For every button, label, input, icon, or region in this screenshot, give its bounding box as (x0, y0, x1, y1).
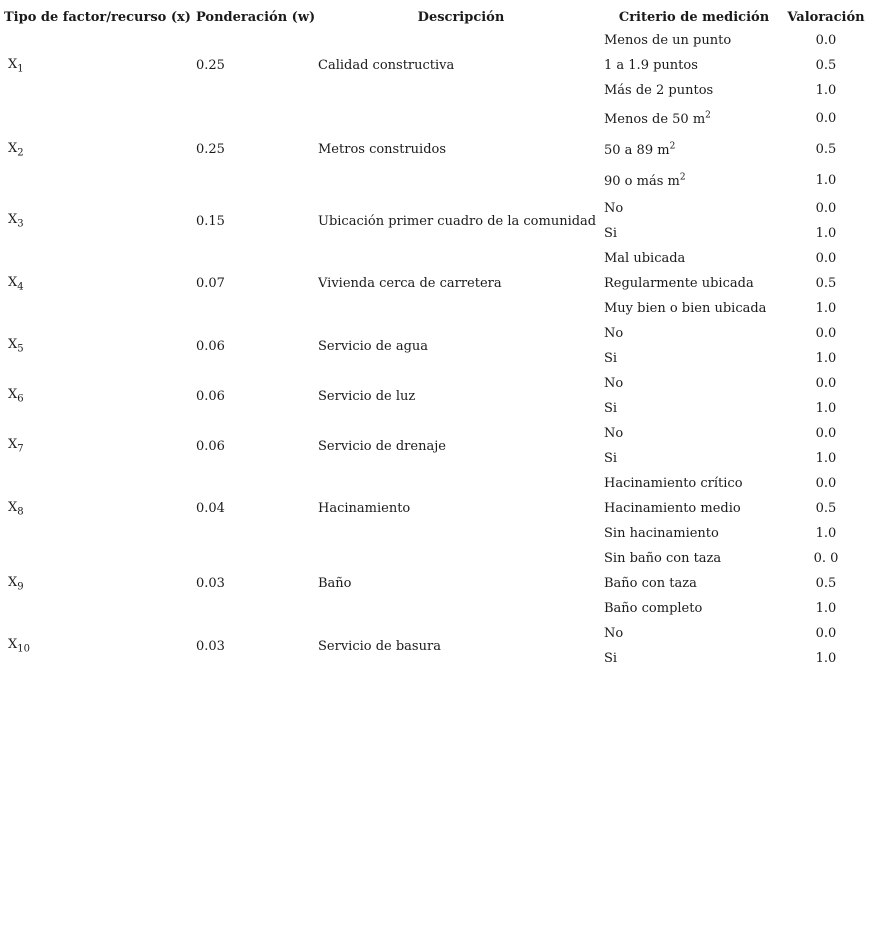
criterion-text: Muy bien o bien ubicada (604, 301, 767, 316)
factor-cell (4, 546, 196, 621)
factor-letter: X (8, 437, 18, 453)
rating-cell: 0.0 (815, 376, 837, 391)
weight-cell: 0.06 (196, 388, 225, 404)
criterion-cell (604, 396, 784, 421)
criterion-cell (604, 246, 784, 271)
criterion-label (604, 601, 702, 616)
criterion-cell (604, 571, 784, 596)
criterion-cell (604, 546, 784, 571)
criterion-text: Menos de 50 m (604, 111, 706, 127)
table-row (4, 321, 868, 346)
criterion-text: No (604, 376, 624, 391)
header-weight: Ponderación (w) (196, 9, 316, 25)
criterion-text: Menos de un punto (604, 33, 732, 48)
criterion-label (604, 451, 617, 466)
rating-cell: 1.0 (815, 401, 837, 416)
rating-cell: 0.5 (815, 276, 837, 291)
rating-cell: 1.0 (815, 451, 837, 466)
weight-cell: 0.04 (196, 501, 225, 516)
criterion-cell (604, 78, 784, 103)
criterion-cell (604, 53, 784, 78)
rating-cell: 0.5 (815, 576, 837, 591)
criterion-cell (604, 221, 784, 246)
criterion-cell (604, 321, 784, 346)
criterion-text: Hacinamiento crítico (604, 476, 743, 491)
rating-cell: 1.0 (815, 351, 837, 366)
criterion-label (604, 83, 713, 98)
criterion-text: Sin hacinamiento (604, 526, 719, 541)
rating-cell: 0.0 (815, 33, 837, 48)
criterion-label (604, 551, 721, 566)
criterion-label (604, 58, 698, 73)
rating-cell: 0.0 (815, 476, 837, 491)
rating-cell: 0.5 (815, 58, 837, 73)
factor-letter: X (8, 56, 18, 72)
factor-letter: X (8, 337, 18, 353)
factor-cell (4, 321, 196, 371)
criterion-text: Regularmente ubicada (604, 276, 754, 291)
table-body (4, 28, 868, 671)
document (4, 6, 868, 671)
factor-symbol (8, 140, 24, 159)
criterion-label (604, 326, 623, 341)
table-row (4, 246, 868, 271)
factor-index: 10 (17, 643, 30, 655)
table-row (4, 421, 868, 446)
criterion-text: Hacinamiento medio (604, 501, 741, 516)
criterion-cell (604, 596, 784, 621)
header-row (4, 6, 868, 28)
factor-cell (4, 421, 196, 471)
criterion-label (604, 112, 711, 127)
criterion-text: No (604, 426, 624, 441)
rating-cell: 0.0 (815, 326, 837, 341)
criterion-text: No (604, 201, 624, 216)
table-row (4, 196, 868, 221)
factor-letter: X (8, 387, 18, 403)
weight-cell: 0.15 (196, 213, 225, 229)
factor-index: 3 (17, 218, 24, 230)
factor-symbol (8, 574, 24, 593)
criterion-text: No (604, 626, 624, 641)
description-cell: Metros construidos (318, 142, 447, 157)
criterion-text: Si (604, 351, 618, 366)
criterion-cell (604, 196, 784, 221)
criterion-label (604, 576, 697, 591)
description-cell: Vivienda cerca de carretera (318, 276, 502, 291)
criterion-label (604, 426, 623, 441)
criterion-text: Si (604, 451, 618, 466)
header-description: Descripción (417, 9, 505, 25)
description-cell: Baño (318, 576, 352, 591)
header-criterion: Criterio de medición (618, 9, 770, 25)
factor-letter: X (8, 574, 18, 590)
criterion-unit-exponent: 2 (669, 141, 676, 152)
factor-table (4, 6, 868, 671)
weight-cell: 0.03 (196, 638, 225, 654)
criterion-text: Si (604, 401, 618, 416)
weight-cell: 0.03 (196, 576, 225, 591)
criterion-label (604, 251, 685, 266)
factor-symbol (8, 637, 30, 655)
rating-cell: 0. 0 (813, 551, 839, 566)
weight-cell: 0.07 (196, 276, 225, 291)
weight-cell: 0.06 (196, 438, 225, 454)
criterion-cell (604, 346, 784, 371)
factor-symbol (8, 274, 24, 293)
factor-index: 9 (17, 581, 24, 593)
rating-cell: 1.0 (815, 173, 837, 188)
factor-cell (4, 621, 196, 671)
criterion-cell (604, 646, 784, 671)
criterion-cell (604, 296, 784, 321)
criterion-label (604, 351, 617, 366)
criterion-text: 50 a 89 m (604, 142, 670, 158)
criterion-label (604, 201, 623, 216)
rating-cell: 1.0 (815, 526, 837, 541)
rating-cell: 0.5 (815, 501, 837, 516)
criterion-cell (604, 446, 784, 471)
factor-letter: X (8, 212, 18, 228)
factor-index: 2 (17, 147, 24, 159)
factor-index: 6 (17, 393, 24, 405)
table-row (4, 103, 868, 134)
criterion-cell (604, 521, 784, 546)
rating-cell: 0.0 (815, 426, 837, 441)
criterion-text: Más de 2 puntos (604, 83, 714, 98)
criterion-text: 1 a 1.9 puntos (604, 58, 698, 73)
criterion-cell (604, 165, 784, 196)
table-row (4, 546, 868, 571)
table-row (4, 471, 868, 496)
rating-cell: 1.0 (815, 651, 837, 666)
description-cell: Hacinamiento (318, 501, 411, 516)
factor-index: 4 (17, 281, 24, 293)
criterion-cell (604, 134, 784, 165)
factor-symbol (8, 437, 24, 455)
criterion-label (604, 226, 617, 241)
factor-letter: X (8, 499, 18, 515)
criterion-cell (604, 371, 784, 396)
criterion-label (604, 651, 617, 666)
table-row (4, 371, 868, 396)
factor-letter: X (8, 140, 18, 156)
header-rating: Valoración (787, 9, 865, 25)
description-cell: Ubicación primer cuadro de la comunidad (318, 213, 597, 229)
factor-cell (4, 246, 196, 321)
criterion-text: Si (604, 651, 618, 666)
criterion-label (604, 401, 617, 416)
factor-letter: X (8, 274, 18, 290)
criterion-label (604, 376, 623, 391)
rating-cell: 0.0 (815, 626, 837, 641)
criterion-cell (604, 421, 784, 446)
description-cell: Servicio de drenaje (318, 438, 446, 454)
weight-cell: 0.06 (196, 338, 225, 354)
rating-cell: 0.5 (815, 142, 837, 157)
weight-cell: 0.25 (196, 142, 225, 157)
description-cell: Calidad constructiva (318, 58, 455, 73)
criterion-unit-exponent: 2 (679, 172, 686, 183)
criterion-label (604, 33, 731, 48)
factor-letter: X (8, 637, 18, 653)
factor-symbol (8, 337, 24, 355)
criterion-text: No (604, 326, 624, 341)
rating-cell: 1.0 (815, 601, 837, 616)
criterion-text: Mal ubicada (604, 251, 686, 266)
table-row (4, 28, 868, 53)
factor-index: 8 (17, 506, 24, 518)
factor-cell (4, 371, 196, 421)
factor-cell (4, 103, 196, 196)
criterion-cell (604, 28, 784, 53)
rating-cell: 1.0 (815, 301, 837, 316)
criterion-label (604, 501, 741, 516)
criterion-cell (604, 471, 784, 496)
criterion-text: Baño completo (604, 601, 703, 616)
criterion-label (604, 143, 675, 158)
factor-symbol (8, 56, 24, 75)
criterion-label (604, 526, 719, 541)
criterion-label (604, 301, 766, 316)
description-cell: Servicio de basura (318, 638, 441, 654)
criterion-text: Baño con taza (604, 576, 697, 591)
criterion-label (604, 476, 743, 491)
factor-index: 7 (17, 443, 24, 455)
factor-cell (4, 28, 196, 103)
rating-cell: 0.0 (815, 111, 837, 126)
criterion-label (604, 276, 754, 291)
rating-cell: 1.0 (815, 83, 837, 98)
criterion-unit-exponent: 2 (705, 110, 711, 121)
criterion-cell (604, 621, 784, 646)
criterion-label (604, 626, 623, 641)
factor-index: 5 (17, 343, 24, 355)
criterion-text: Sin baño con taza (604, 551, 722, 566)
factor-index: 1 (17, 63, 24, 75)
factor-cell (4, 196, 196, 246)
criterion-cell (604, 103, 784, 134)
factor-symbol (8, 499, 24, 518)
factor-symbol (8, 387, 24, 405)
criterion-text: Si (604, 226, 618, 241)
description-cell: Servicio de luz (318, 388, 416, 404)
criterion-label (604, 174, 686, 189)
rating-cell: 0.0 (815, 251, 837, 266)
criterion-cell (604, 496, 784, 521)
factor-symbol (8, 212, 24, 230)
weight-cell: 0.25 (196, 58, 225, 73)
factor-cell (4, 471, 196, 546)
header-factor: Tipo de factor/recurso (x) (4, 9, 191, 25)
rating-cell: 1.0 (815, 226, 837, 241)
rating-cell: 0.0 (815, 201, 837, 216)
description-cell: Servicio de agua (318, 338, 429, 354)
criterion-cell (604, 271, 784, 296)
criterion-text: 90 o más m (604, 173, 680, 189)
table-row (4, 621, 868, 646)
